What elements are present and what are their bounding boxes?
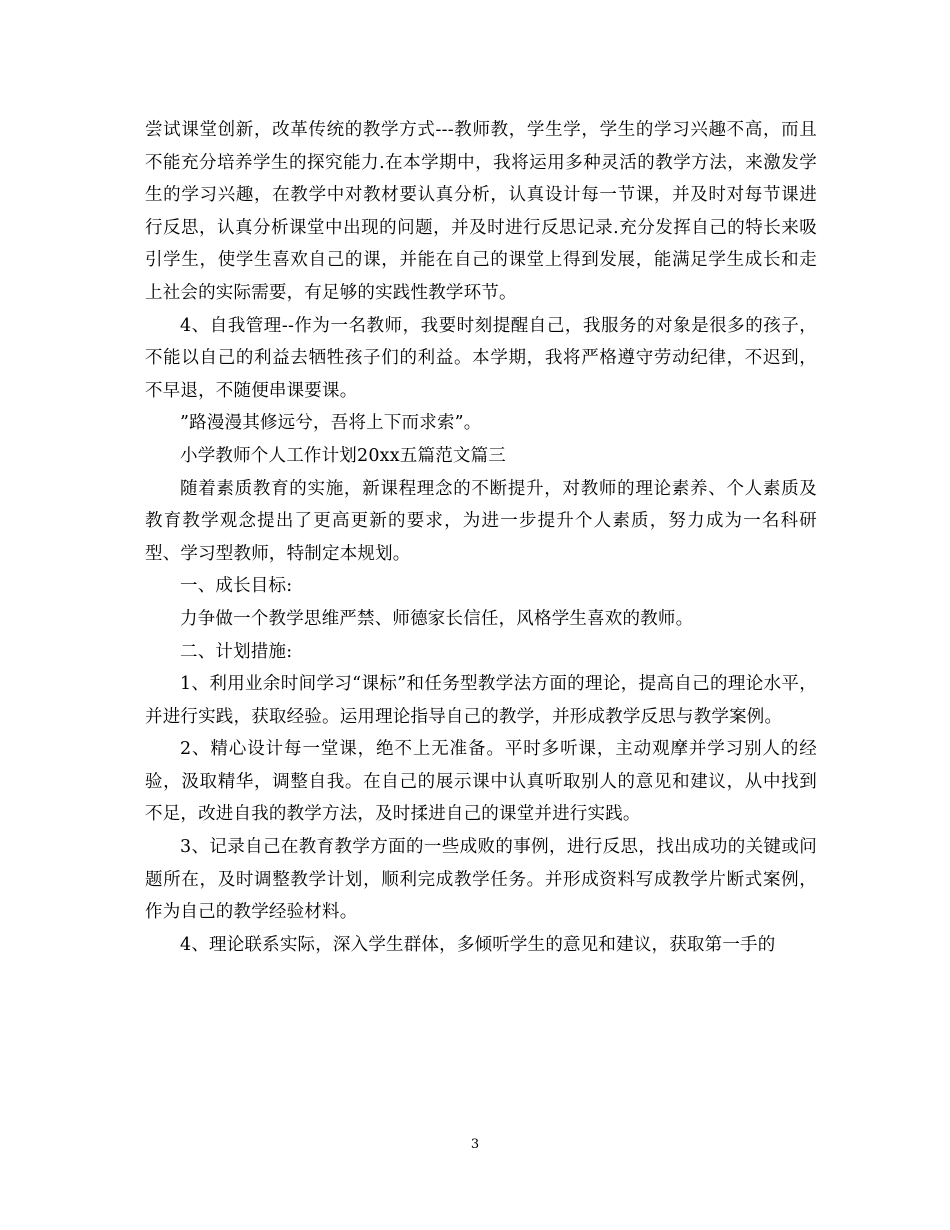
heading-plan-measures: 二、计划措施: bbox=[180, 641, 293, 662]
paragraph-measure-2: 2、精心设计每一堂课，绝不上无准备。平时多听课，主动观摩并学习别人的经验，汲取精华，调整自我。在自己的展示课中认真听取别人的意见和建议，从中找到不足，改进自我的教学方法，及时揉进自己的课堂并进行实践。 bbox=[145, 739, 817, 825]
paragraph-self-management: 4、自我管理--作为一名教师，我要时刻提醒自己，我服务的对象是很多的孩子，不能以自己的利益去牺牲孩子们的利益。本学期，我将严格遵守劳动纪律，不迟到，不早退，不随便串课要课。 bbox=[145, 315, 817, 401]
paragraph-quote: ”路漫漫其修远兮，吾将上下而求索”。 bbox=[180, 413, 482, 434]
heading-growth-goals: 一、成长目标: bbox=[180, 576, 293, 597]
section-title: 小学教师个人工作计划20xx五篇范文篇三 bbox=[180, 445, 507, 466]
paragraph-measure-3: 3、记录自己在教育教学方面的一些成败的事例，进行反思，找出成功的关键或问题所在，及时调整教学计划，顺利完成教学任务。并形成资料写成教学片断式案例，作为自己的教学经验材料。 bbox=[145, 837, 817, 923]
paragraph-continuation: 尝试课堂创新，改革传统的教学方式---教师教，学生学，学生的学习兴趣不高，而且不能充分培养学生的探究能力.在本学期中，我将运用多种灵活的教学方法，来激发学生的学习兴趣，在教学中对教材要认真分析，认真设计每一节课，并及时对每节课进行反思，认真分析课堂中出现的问题，并及时进行反思记录.充分发挥自己的特长来吸引学生，使学生喜欢自己的课，并能在自己的课堂上得到发展，能满足学生成长和走上社会的实际需要，有足够的实践性教学环节。 bbox=[145, 120, 817, 303]
paragraph-measure-4: 4、理论联系实际，深入学生群体，多倾听学生的意见和建议，获取第一手的 bbox=[180, 934, 776, 955]
paragraph-growth-goals: 力争做一个教学思维严禁、师德家长信任，风格学生喜欢的教师。 bbox=[180, 608, 694, 629]
paragraph-measure-1: 1、利用业余时间学习“课标”和任务型教学法方面的理论，提高自己的理论水平，并进行实践，获取经验。运用理论指导自己的教学，并形成教学反思与教学案例。 bbox=[145, 674, 817, 727]
paragraph-intro: 随着素质教育的实施，新课程理念的不断提升，对教师的理论素养、个人素质及教育教学观念提出了更高更新的要求，为进一步提升个人素质，努力成为一名科研型、学习型教师，特制定本规划。 bbox=[145, 478, 817, 564]
document-body bbox=[145, 114, 817, 961]
page-number: 3 bbox=[470, 1137, 480, 1152]
